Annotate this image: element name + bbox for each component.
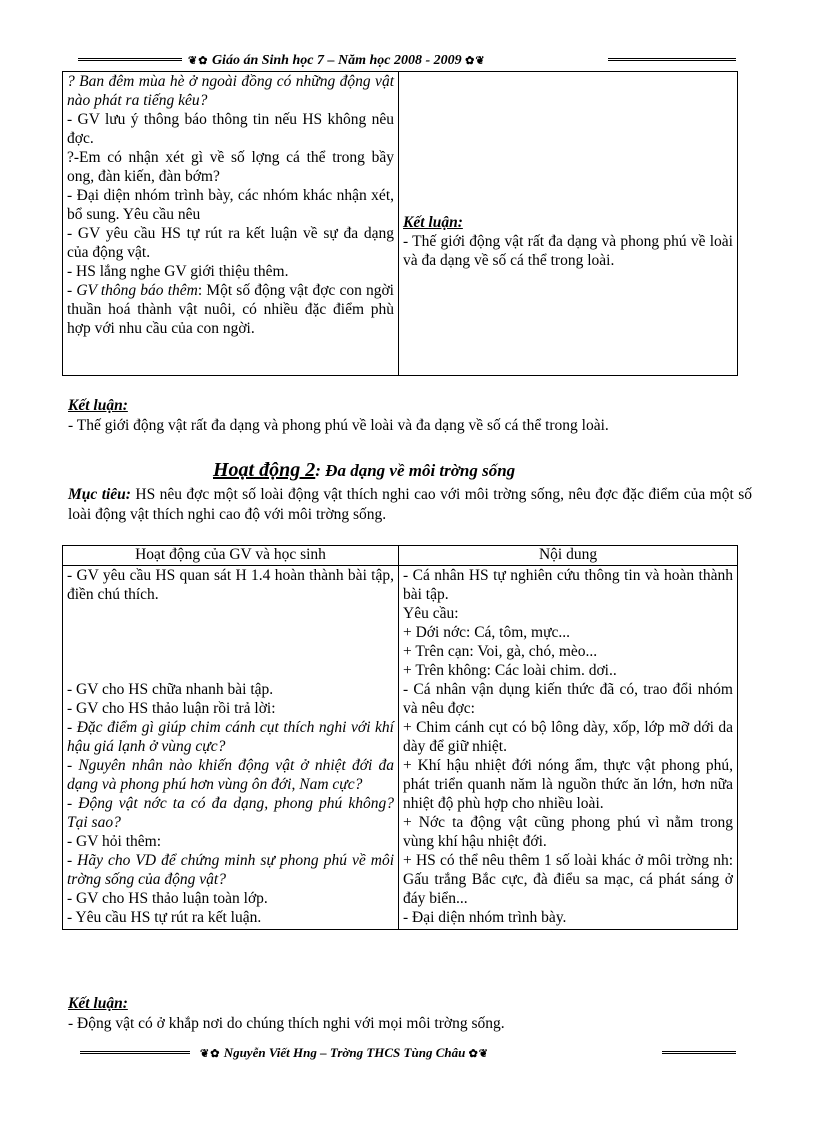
table-2	[62, 545, 738, 930]
table2-right-line-9: + HS có thể nêu thêm 1 số loài khác ở môi trờng nh: Gấu trắng Bắc cực, đà điểu sa mạc, cá phát sáng ở đáy biển...	[403, 852, 733, 907]
table2-left-line-10: - GV hỏi thêm:	[67, 833, 161, 850]
table2-left-line-9: - Động vật nớc ta có đa dạng, phong phú không? Tại sao?	[67, 795, 394, 831]
page-header	[188, 53, 486, 69]
table2-left-line-4	[67, 661, 394, 680]
table2-right-line-3: + Trên cạn: Voi, gà, chó, mèo...	[403, 643, 598, 660]
table2-left-line-5: - GV cho HS chữa nhanh bài tập.	[67, 681, 274, 698]
footer-ornament-right: ✿❦	[468, 1048, 490, 1060]
table2-right-line-7: + Khí hậu nhiệt đới nóng ẩm, thực vật phong phú, phát triển quanh năm là nguồn thức ăn lớn, hơn nữa nhiệt độ phù hợp cho nhiều loài.	[403, 757, 733, 812]
table1-left-line-1: - GV lưu ý thông báo thông tin nếu HS không nêu đợc.	[67, 111, 394, 147]
page-footer	[200, 1045, 489, 1061]
table2-right-line-8: + Nớc ta động vật cũng phong phú vì nằm trong vùng khí hậu nhiệt đới.	[403, 814, 733, 850]
objective-text: HS nêu đợc một số loài động vật thích nghi cao với môi trờng sống, nêu đợc đặc điểm của một số loài động vật thích nghi cao độ với môi trờng sống.	[68, 486, 752, 523]
table1-right-cell	[399, 72, 738, 376]
conclusion-1	[68, 396, 748, 436]
table1-left-line-3: - Đại diện nhóm trình bày, các nhóm khác nhận xét, bổ sung. Yêu cầu nêu	[67, 187, 394, 223]
table2-right-line-6: + Chim cánh cụt có bộ lông dày, xốp, lớp mỡ dới da dày để giữ nhiệt.	[403, 719, 733, 755]
table2-left-line-12: - GV cho HS thảo luận toàn lớp.	[67, 890, 268, 907]
table1-left-line-4: - GV yêu cầu HS tự rút ra kết luận về sự đa dạng của động vật.	[67, 225, 394, 261]
footer-text: Nguyễn Viết Hng – Trờng THCS Tùng Châu	[223, 1045, 466, 1060]
table2-right-line-5: - Cá nhân vận dụng kiến thức đã có, trao đổi nhóm và nêu đợc:	[403, 681, 733, 717]
table1-left-cell	[63, 72, 399, 376]
table2-left-line-11: - Hãy cho VD để chứng minh sự phong phú về môi trờng sống của động vật?	[67, 852, 394, 888]
header-rule-right	[608, 58, 736, 61]
ornament-right: ✿❦	[465, 55, 486, 67]
table2-left-line-13: - Yêu cầu HS tự rút ra kết luận.	[67, 909, 262, 926]
table-1	[62, 71, 738, 376]
activity2-title-u: Hoạt động 2	[213, 459, 316, 481]
table2-head-left: Hoạt động của GV và học sinh	[63, 546, 399, 566]
table1-left-last-italic: - GV thông báo thêm	[67, 282, 198, 299]
conclusion2-title: Kết luận:	[68, 995, 128, 1012]
table2-left-line-0: - GV yêu cầu HS quan sát H 1.4 hoàn thành bài tập, điền chú thích.	[67, 567, 394, 603]
table2-left-line-1	[67, 604, 394, 623]
objective	[68, 485, 752, 525]
footer-rule-right	[662, 1051, 736, 1054]
conclusion1-title: Kết luận:	[68, 397, 128, 414]
header-rule-left	[78, 58, 182, 61]
ornament-left: ❦✿	[188, 55, 209, 67]
objective-label: Mục tiêu:	[68, 486, 131, 503]
table2-right-line-10: - Đại diện nhóm trình bày.	[403, 909, 567, 926]
activity2-title	[213, 459, 515, 482]
table2-right-line-2: + Dới nớc: Cá, tôm, mực...	[403, 624, 570, 641]
table2-left-line-6: - GV cho HS thảo luận rồi trả lời:	[67, 700, 276, 717]
table2-right-line-0: - Cá nhân HS tự nghiên cứu thông tin và hoàn thành bài tập.	[403, 567, 733, 603]
table2-left-line-3	[67, 642, 394, 661]
table2-left-line-2	[67, 623, 394, 642]
table1-left-line-2: ?-Em có nhận xét gì về số lợng cá thể trong bầy ong, đàn kiến, đàn bớm?	[67, 149, 394, 185]
table2-left-line-7: - Đặc điểm gì giúp chim cánh cụt thích nghi với khí hậu giá lạnh ở vùng cực?	[67, 719, 394, 755]
table1-right-title: Kết luận:	[403, 214, 463, 231]
footer-rule-left	[80, 1051, 190, 1054]
conclusion2-text: - Động vật có ở khắp nơi do chúng thích nghi với mọi môi trờng sống.	[68, 1015, 505, 1032]
conclusion1-text: - Thế giới động vật rất đa dạng và phong phú về loài và đa dạng về số cá thể trong loài.	[68, 417, 609, 434]
table1-left-line-0: ? Ban đêm mùa hè ở ngoài đồng có những động vật nào phát ra tiếng kêu?	[67, 73, 394, 109]
table1-left-line-5: - HS lắng nghe GV giới thiệu thêm.	[67, 263, 289, 280]
table1-right-text: - Thế giới động vật rất đa dạng và phong phú về loài và đa dạng về số cá thể trong loài.	[403, 233, 733, 269]
table2-left-cell	[63, 566, 399, 930]
activity2-title-rest: : Đa dạng về môi trờng sống	[315, 461, 516, 480]
table2-left-line-8: - Nguyên nhân nào khiến động vật ở nhiệt đới đa dạng và phong phú hơn vùng ôn đới, Nam cực?	[67, 757, 394, 793]
footer-ornament-left: ❦✿	[200, 1048, 221, 1060]
table2-right-line-1: Yêu cầu:	[403, 605, 459, 622]
table2-head-right: Nội dung	[399, 546, 738, 566]
conclusion-2	[68, 994, 748, 1034]
table2-right-line-4: + Trên không: Các loài chim. dơi..	[403, 662, 617, 679]
table2-right-cell	[399, 566, 738, 930]
header-text: Giáo án Sinh học 7 – Năm học 2008 - 2009	[211, 53, 462, 68]
table1-left-last-rest: : Một số động vật đợc con ngời thuần hoá thành vật nuôi, có nhiều đặc điểm phù hợp với nhu cầu của con ngời.	[67, 282, 394, 337]
